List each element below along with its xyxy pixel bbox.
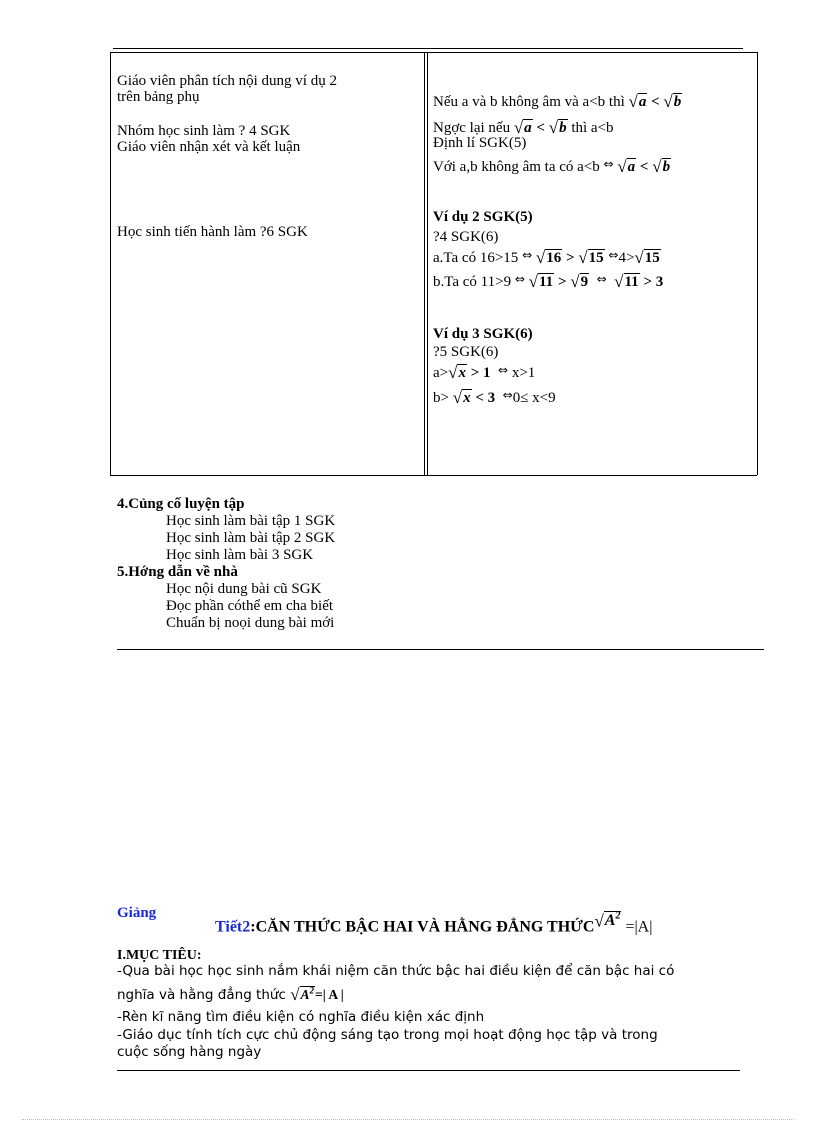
bottom-rule [117,1070,740,1071]
section-5-item: Học nội dung bài cũ SGK [166,581,322,597]
section-4-item: Học sinh làm bài 3 SGK [166,547,314,563]
section-rule [117,649,764,650]
theorem-line-3: Định lí SGK(5) [433,135,527,151]
page-edge [22,1119,794,1120]
example-2-part-a: a.Ta có 16>15 ⇔ √16 > √15 ⇔4>√15 [433,248,660,267]
objective-1: -Qua bài học học sinh nắm khái niệm căn thức bậc hai điều kiện để căn bậc hai có [117,963,675,979]
left-line-2: trên bảng phụ [117,89,200,105]
tiet-label: Tiết2 [215,918,251,936]
giang-label: Giảng [117,905,157,921]
left-line-4: Giáo viên nhận xét và kết luận [117,139,301,155]
example-2-part-b: b.Ta có 11>9 ⇔ √11 > √9 ⇔ √11 > 3 [433,272,664,291]
section-5-item: Đọc phần cóthể em cha biết [166,598,334,614]
example-2-title: Ví dụ 2 SGK(5) [433,209,533,225]
example-3-title: Ví dụ 3 SGK(6) [433,326,533,342]
theorem-line-2: Ngợc lại nếu √a < √b thì a<b [433,118,614,137]
example-3-question: ?5 SGK(6) [433,344,499,360]
example-2-question: ?4 SGK(6) [433,229,499,245]
left-line-3: Nhóm học sinh làm ? 4 SGK [117,123,291,139]
objectives-title: I.MỤC TIÊU: [117,948,202,963]
theorem-line-4: Với a,b không âm ta có a<b ⇔ √a < √b [433,157,671,176]
table-top-border [110,52,757,53]
table-left-border [110,52,111,475]
section-4-item: Học sinh làm bài tập 2 SGK [166,530,336,546]
section-5-item: Chuẩn bị noọi dung bài mới [166,615,335,631]
theorem-line-1: Nếu a và b không âm và a<b thì √a < √b [433,92,682,111]
left-line-5: Học sinh tiến hành làm ?6 SGK [117,224,308,240]
top-rule [113,48,743,49]
section-5-title: 5.Hớng dẫn về nhà [117,564,238,580]
table-divider-2 [427,52,428,475]
objective-3: -Rèn kĩ năng tìm điều kiện có nghĩa điều kiện xác định [117,1009,485,1025]
objective-5: cuộc sống hàng ngày [117,1044,262,1060]
objective-4: -Giáo dục tính tích cực chủ động sáng tạo trong mọi hoạt động học tập và trong [117,1027,658,1043]
section-4-item: Học sinh làm bài tập 1 SGK [166,513,336,529]
example-3-part-a: a>√x > 1 ⇔ x>1 [433,363,536,382]
lesson-heading: Tiết2:CĂN THỨC BẬC HAI VÀ HẰNG ĐẲNG $THỨC√A^2 =|A|$ [215,911,653,936]
table-bottom-border [110,475,757,476]
example-3-part-b: b> √x < 3 ⇔0≤ x<9 [433,388,556,407]
table-divider [424,52,425,475]
left-line-1: Giáo viên phân tích nội dung ví dụ 2 [117,73,337,89]
table-right-border [757,52,758,475]
lesson-title: :CĂN THỨC BẬC HAI VÀ HẰNG ĐẲNG THỨC [250,918,595,936]
objective-2: nghĩa và hằng đẳng thức $√A^2=|$ A | [117,985,344,1004]
section-4-title: 4.Củng cố luyện tập [117,496,245,512]
